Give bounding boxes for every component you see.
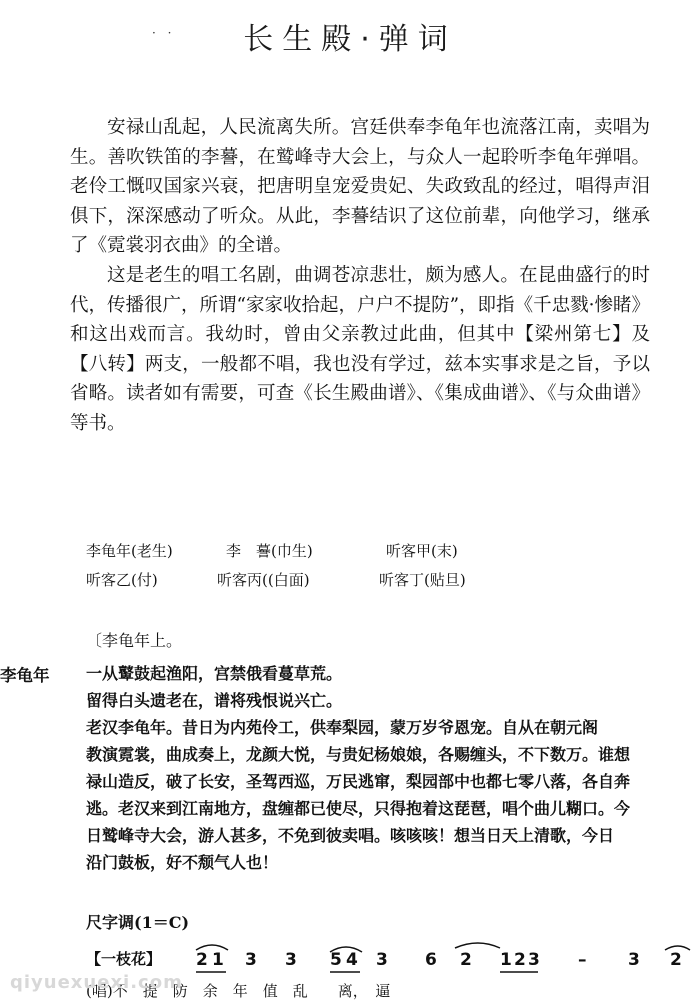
score-note: 1	[212, 950, 224, 970]
score-note: 3	[528, 950, 540, 970]
score-note: 2	[196, 950, 208, 970]
decorative-dots: · ·	[152, 26, 176, 40]
dialogue-line: 日鹫峰寺大会，游人甚多，不免到彼卖唱。咳咳咳！想当日天上清歌，今日	[86, 826, 615, 845]
tune-name: 【一枝花】	[86, 950, 162, 968]
cast-tingke-bing: 听客丙((白面)	[217, 571, 310, 589]
cast-row-2	[86, 566, 646, 595]
dialogue-line: 老汉李龟年。昔日为内苑伶工，供奉梨园，蒙万岁爷恩宠。自从在朝元阁	[86, 718, 599, 737]
score-note: 2	[670, 950, 682, 970]
cast-tingke-jia: 听客甲(末)	[386, 542, 458, 560]
dialogue-line: 沿门鼓板，好不颓气人也！	[86, 853, 279, 872]
cast-tingke-ding: 听客丁(贴旦)	[379, 571, 466, 589]
score-note: 1	[500, 950, 512, 970]
dialogue-line: 逃。老汉来到江南地方，盘缠都已使尽，只得抱着这琵琶，唱个曲儿糊口。今	[86, 799, 631, 818]
cast-li-mo: 李 謩(巾生)	[226, 542, 313, 560]
stage-direction: 〔李龟年上。	[86, 631, 183, 650]
cast-row-1	[86, 537, 646, 566]
cast-list	[86, 537, 646, 595]
dialogue-block	[86, 660, 700, 930]
cast-tingke-yi: 听客乙(付)	[86, 571, 158, 589]
score-note: 3	[285, 950, 297, 970]
dialogue-line: 一从鼙鼓起渔阳，宫禁俄看蔓草荒。	[86, 664, 343, 683]
intro-text	[70, 113, 650, 439]
speaker-label: 李龟年	[0, 666, 50, 685]
score-note: 4	[346, 950, 358, 970]
score-note: 6	[425, 950, 437, 970]
score-note: 3	[376, 950, 388, 970]
intro-paragraph-1: 安禄山乱起，人民流离失所。宫廷供奉李龟年也流落江南，卖唱为生。善吹铁笛的李謩，在鹫峰寺大会上，与众人一起聆听李龟年弹唱。老伶工慨叹国家兴衰，把唐明皇宠爱贵妃、失政致乱的经过，唱得声泪俱下，深深感动了听众。从此，李謩结识了这位前辈，向他学习，继承了《霓裳羽衣曲》的全谱。	[70, 117, 650, 257]
key-signature: 尺字调(1＝C)	[86, 913, 190, 932]
score-lyrics: (唱)不 提 防 余 年 值 乱 离， 逼	[86, 982, 391, 1000]
dialogue-line: 教演霓裳，曲成奏上，龙颜大悦，与贵妃杨娘娘，各赐缠头，不下数万。谁想	[86, 745, 631, 764]
intro-paragraph-2: 这是老生的唱工名剧，曲调苍凉悲壮，颇为感人。在昆曲盛行的时代，传播很广，所谓“家家收拾起，户户不提防”，即指《千忠戮·惨睹》和这出戏而言。我幼时，曾由父亲教过此曲，但其中【梁州第七】及【八转】两支，一般都不唱，我也没有学过，兹本实事求是之旨，予以省略。读者如有需要，可查《长生殿曲谱》、《集成曲谱》、《与众曲谱》等书。	[70, 264, 650, 434]
score-note: 2	[514, 950, 526, 970]
score-note: 5	[330, 950, 342, 970]
dialogue-line: 留得白头遗老在，谱将残恨说兴亡。	[86, 691, 343, 710]
score-note: 3	[628, 950, 640, 970]
dialogue-line: 禄山造反，破了长安，圣驾西巡，万民逃窜，梨园部中也都七零八落，各自奔	[86, 772, 631, 791]
site-watermark: qiyuexuexi.com	[10, 972, 183, 993]
score-note: –	[578, 950, 587, 970]
page-title: 长生殿·弹词	[243, 22, 457, 57]
score-note: 3	[245, 950, 257, 970]
cast-li-guinian: 李龟年(老生)	[86, 542, 173, 560]
score-note: 2	[460, 950, 472, 970]
